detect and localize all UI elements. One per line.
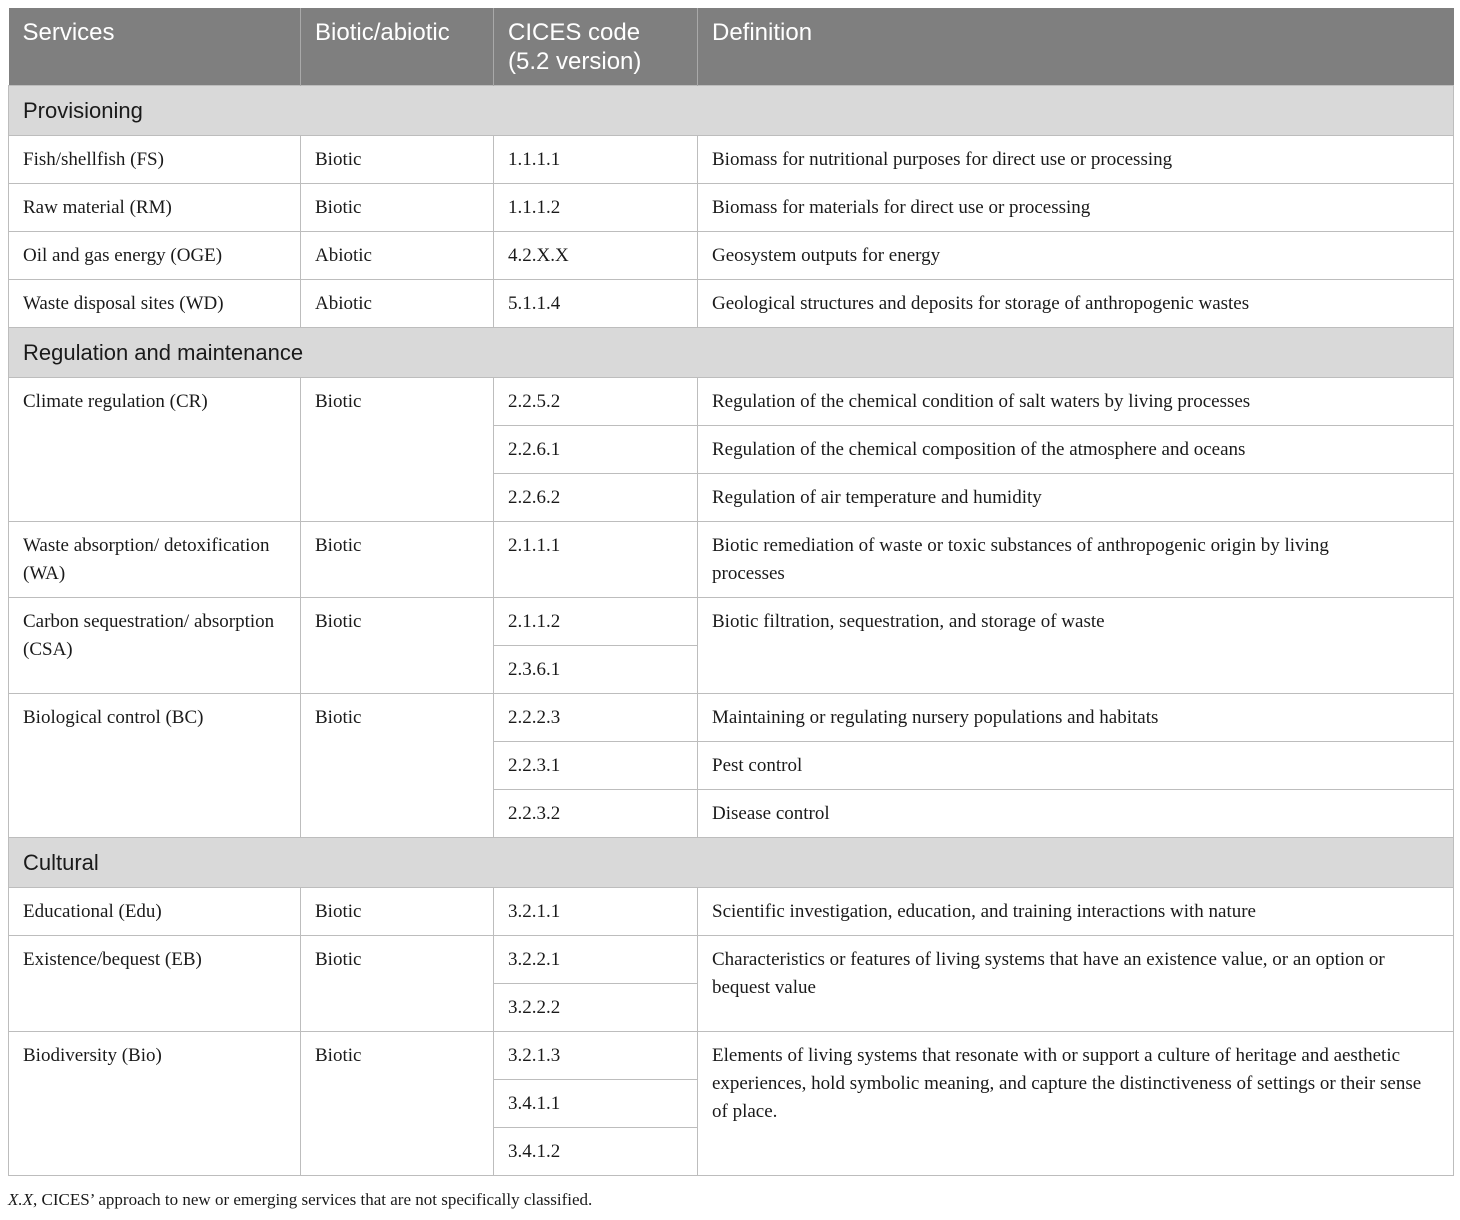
definition-cell: Elements of living systems that resonate with or support a culture of heritage and aesthetic experiences, hold symbolic meaning, and capture the distinctiveness of settings or their sense of place. <box>698 1032 1454 1176</box>
definition-cell <box>698 522 1454 598</box>
service-cell: Oil and gas energy (OGE) <box>9 232 301 280</box>
code-cell: 3.2.1.1 <box>494 888 698 936</box>
service-cell: Biodiversity (Bio) <box>9 1032 301 1176</box>
definition-cell: Biomass for materials for direct use or processing <box>698 184 1454 232</box>
code-cell: 2.2.6.1 <box>494 426 698 474</box>
section-provisioning: Provisioning <box>9 86 1454 136</box>
type-cell: Abiotic <box>301 280 494 328</box>
definition-cell: Biomass for nutritional purposes for direct use or processing <box>698 136 1454 184</box>
code-cell: 2.3.6.1 <box>494 646 698 694</box>
table-row <box>9 232 1454 280</box>
table-footnote <box>8 1190 592 1210</box>
type-cell: Biotic <box>301 598 494 694</box>
type-cell: Biotic <box>301 694 494 838</box>
service-cell: Raw material (RM) <box>9 184 301 232</box>
definition-cell: Regulation of air temperature and humidity <box>698 474 1454 522</box>
definition-cell: Maintaining or regulating nursery populations and habitats <box>698 694 1454 742</box>
definition-cell: Geological structures and deposits for storage of anthropogenic wastes <box>698 280 1454 328</box>
code-cell: 3.2.2.2 <box>494 984 698 1032</box>
definition-cell: Biotic filtration, sequestration, and storage of waste <box>698 598 1454 694</box>
services-table <box>8 8 1454 1176</box>
definition-cell: Pest control <box>698 742 1454 790</box>
section-regulation: Regulation and maintenance <box>9 328 1454 378</box>
definition-cell: Geosystem outputs for energy <box>698 232 1454 280</box>
type-cell: Biotic <box>301 184 494 232</box>
type-cell: Biotic <box>301 1032 494 1176</box>
section-row <box>9 838 1454 888</box>
header-definition: Definition <box>698 8 1454 86</box>
code-cell: 2.2.3.1 <box>494 742 698 790</box>
section-cultural: Cultural <box>9 838 1454 888</box>
code-cell: 5.1.1.4 <box>494 280 698 328</box>
service-cell: Climate regulation (CR) <box>9 378 301 522</box>
section-row <box>9 328 1454 378</box>
table-row <box>9 936 1454 984</box>
service-cell: Educational (Edu) <box>9 888 301 936</box>
table-row <box>9 378 1454 426</box>
code-cell: 1.1.1.1 <box>494 136 698 184</box>
definition-text: Biotic remediation of waste or toxic substances of anthropogenic origin by living processes <box>712 535 1329 584</box>
service-cell: Fish/shellfish (FS) <box>9 136 301 184</box>
section-row <box>9 86 1454 136</box>
code-cell: 2.2.3.2 <box>494 790 698 838</box>
type-cell: Biotic <box>301 378 494 522</box>
code-cell: 3.4.1.2 <box>494 1128 698 1176</box>
code-cell: 3.2.2.1 <box>494 936 698 984</box>
footnote-term: X.X <box>8 1190 34 1209</box>
table-row <box>9 1032 1454 1080</box>
header-biotic-abiotic: Biotic/abiotic <box>301 8 494 86</box>
header-row <box>9 8 1454 86</box>
type-cell: Abiotic <box>301 232 494 280</box>
definition-cell: Characteristics or features of living systems that have an existence value, or an option or bequest value <box>698 936 1454 1032</box>
code-cell: 3.2.1.3 <box>494 1032 698 1080</box>
service-cell: Carbon sequestration/ absorption (CSA) <box>9 598 301 694</box>
table-row <box>9 598 1454 646</box>
table-row <box>9 694 1454 742</box>
table-row <box>9 522 1454 598</box>
services-table-container <box>8 8 1453 1176</box>
table-row <box>9 136 1454 184</box>
table-row <box>9 280 1454 328</box>
footnote-text: , CICES’ approach to new or emerging services that are not specifically classified. <box>33 1190 593 1209</box>
service-cell: Waste disposal sites (WD) <box>9 280 301 328</box>
type-cell: Biotic <box>301 136 494 184</box>
table-row <box>9 888 1454 936</box>
code-cell: 2.1.1.1 <box>494 522 698 598</box>
service-cell: Biological control (BC) <box>9 694 301 838</box>
service-cell: Waste absorption/ detoxification (WA) <box>9 522 301 598</box>
table-row <box>9 184 1454 232</box>
code-cell: 2.2.5.2 <box>494 378 698 426</box>
definition-cell: Scientific investigation, education, and training interactions with nature <box>698 888 1454 936</box>
header-cices-code: CICES code (5.2 version) <box>494 8 698 86</box>
type-cell: Biotic <box>301 522 494 598</box>
code-cell: 2.2.6.2 <box>494 474 698 522</box>
code-cell: 4.2.X.X <box>494 232 698 280</box>
definition-cell: Disease control <box>698 790 1454 838</box>
type-cell: Biotic <box>301 888 494 936</box>
code-cell: 1.1.1.2 <box>494 184 698 232</box>
code-cell: 3.4.1.1 <box>494 1080 698 1128</box>
header-services: Services <box>9 8 301 86</box>
definition-cell: Regulation of the chemical condition of salt waters by living processes <box>698 378 1454 426</box>
type-cell: Biotic <box>301 936 494 1032</box>
definition-cell: Regulation of the chemical composition of the atmosphere and oceans <box>698 426 1454 474</box>
code-cell: 2.2.2.3 <box>494 694 698 742</box>
code-cell: 2.1.1.2 <box>494 598 698 646</box>
service-cell: Existence/bequest (EB) <box>9 936 301 1032</box>
